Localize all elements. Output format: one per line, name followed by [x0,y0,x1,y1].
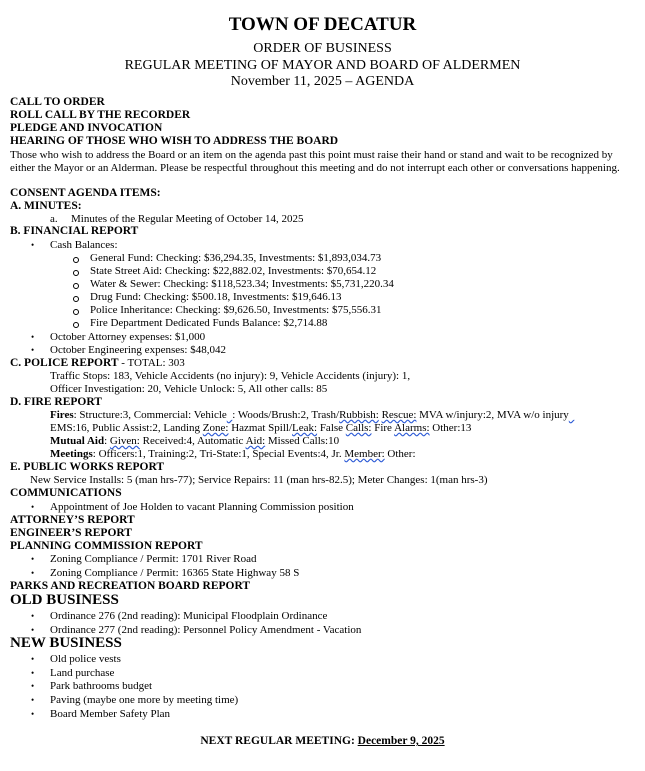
fires-label: Fires [50,409,74,421]
circle-bullet-icon [73,283,79,289]
attorney-report: ATTORNEY’S REPORT [10,514,135,526]
next-meeting-line [0,735,645,748]
bullet-icon: • [31,625,35,635]
bullet-icon: • [31,681,35,691]
bullet-icon: • [31,611,35,621]
pledge: PLEDGE AND INVOCATION [10,122,163,134]
old-business-item: Ordinance 277 (2nd reading): Personnel Policy Amendment - Vacation [50,624,362,636]
fires-text: : Structure:3, Commercial: Vehicle [73,409,227,421]
public-works-title: E. PUBLIC WORKS REPORT [10,461,165,473]
new-business-item: Land purchase [50,667,115,679]
engineering-expenses: October Engineering expenses: $48,042 [50,344,226,356]
balance-police-inheritance: Police Inheritance: Checking: $9,626.50, Investments: $75,556.31 [90,304,382,316]
hearing-title: HEARING OF THOSE WHO WISH TO ADDRESS THE BOARD [10,135,339,147]
meetings-label: Meetings [50,448,93,460]
communications-title: COMMUNICATIONS [10,487,122,499]
fires-leak: Leak: [292,422,318,434]
cash-balances-label: Cash Balances: [50,239,118,251]
bullet-icon: • [31,554,35,564]
balance-state-street-aid: State Street Aid: Checking: $22,882.02, Investments: $70,654.12 [90,265,377,277]
planning-item: Zoning Compliance / Permit: 1701 River Road [50,553,257,565]
circle-bullet-icon [73,322,79,328]
balance-fire-dept: Fire Department Dedicated Funds Balance: $2,714.88 [90,317,328,329]
fires-rubbish: Rubbish: [339,409,379,421]
fires-line-1 [50,409,574,422]
mutual-text: : [104,435,110,447]
bullet-icon: • [31,568,35,578]
mutual-given: Given: [109,435,140,447]
spell-mark [569,409,575,421]
roll-call: ROLL CALL BY THE RECORDER [10,109,191,121]
bullet-icon: • [31,709,35,719]
fires-line-2 [50,422,471,435]
bullet-icon: • [31,654,35,664]
circle-bullet-icon [73,257,79,263]
fires-text: Fire [371,422,395,434]
new-business-title: NEW BUSINESS [10,635,122,651]
minutes-title: A. MINUTES: [10,200,82,212]
financial-title: B. FINANCIAL REPORT [10,225,139,237]
fires-zone: Zone: [202,422,229,434]
fires-alarms: Alarms: [394,422,430,434]
police-title: C. POLICE REPORT [10,357,119,369]
next-meeting-label: NEXT REGULAR MEETING: [200,735,358,747]
fires-calls: Calls: [345,422,372,434]
call-to-order: CALL TO ORDER [10,96,105,108]
new-business-item: Old police vests [50,653,121,665]
planning-title: PLANNING COMMISSION REPORT [10,540,203,552]
hearing-text: Those who wish to address the Board or an item on the agenda past this point must raise their hand or stand and wait to be recognized by either the Mayor or an Alderman. Please be respectful throughout this meeting and do not interrupt each other or conversations happening. [10,149,620,174]
circle-bullet-icon [73,309,79,315]
minutes-item: Minutes of the Regular Meeting of October 14, 2025 [71,213,304,225]
next-meeting-date: December 9, 2025 [357,735,445,747]
police-total: - TOTAL: 303 [118,357,185,369]
town-title: TOWN OF DECATUR [228,14,417,35]
circle-bullet-icon [73,270,79,276]
public-works-text: New Service Installs: 5 (man hrs-77); Service Repairs: 11 (man hrs-82.5); Meter Changes: 1(man hrs-3) [30,474,488,486]
bullet-icon: • [31,695,35,705]
engineer-report: ENGINEER’S REPORT [10,527,132,539]
mutual-aid-line [50,435,339,448]
new-business-item: Park bathrooms budget [50,680,153,692]
order-of-business: ORDER OF BUSINESS [253,41,392,56]
old-business-item: Ordinance 276 (2nd reading): Municipal Floodplain Ordinance [50,610,328,622]
meetings-text: Other: [384,448,416,460]
police-title-line [10,357,185,370]
fires-text: EMS:16, Public Assist:2, Landing [50,422,203,434]
circle-bullet-icon [73,296,79,302]
bullet-icon: • [31,668,35,678]
meeting-title: REGULAR MEETING OF MAYOR AND BOARD OF ALDERMEN [124,58,521,73]
meeting-date: November 11, 2025 – AGENDA [230,74,415,89]
planning-item: Zoning Compliance / Permit: 16365 State Highway 58 S [50,567,300,579]
balance-general-fund: General Fund: Checking: $36,294.35, Investments: $1,893,034.73 [90,252,382,264]
meetings-member: Member: [344,448,385,460]
police-line-1: Traffic Stops: 183, Vehicle Accidents (no injury): 9, Vehicle Accidents (injury): 1, [50,370,411,382]
bullet-icon: • [31,332,35,342]
communications-item: Appointment of Joe Holden to vacant Planning Commission position [50,501,354,513]
new-business-item: Paving (maybe one more by meeting time) [50,694,239,706]
bullet-icon: • [31,240,35,250]
fires-text: False [317,422,346,434]
fires-text: Hazmat Spill/ [228,422,293,434]
balance-drug-fund: Drug Fund: Checking: $500.18, Investments: $19,646.13 [90,291,342,303]
mutual-text: Received:4, Automatic [139,435,246,447]
bullet-icon: • [31,345,35,355]
attorney-expenses: October Attorney expenses: $1,000 [50,331,206,343]
balance-water-sewer: Water & Sewer: Checking: $118,523.34; Investments: $5,731,220.34 [90,278,394,290]
meetings-text: : Officers:1, Training:2, Tri-State:1, Special Events:4, Jr. [92,448,345,460]
bullet-icon: • [31,502,35,512]
parks-title: PARKS AND RECREATION BOARD REPORT [10,580,251,592]
meetings-line [50,448,416,461]
consent-title: CONSENT AGENDA ITEMS: [10,187,161,199]
fires-rescue: Rescue: [381,409,417,421]
fires-text: MVA w/injury:2, MVA w/o injury [416,409,569,421]
mutual-aid-label: Mutual Aid [50,435,105,447]
minutes-marker: a. [50,213,58,225]
old-business-title: OLD BUSINESS [10,592,119,608]
fire-title: D. FIRE REPORT [10,396,102,408]
fires-text: : Woods/Brush:2, Trash/ [232,409,340,421]
mutual-text: Missed Calls:10 [265,435,340,447]
mutual-aid: Aid: [245,435,266,447]
new-business-item: Board Member Safety Plan [50,708,171,720]
police-line-2: Officer Investigation: 20, Vehicle Unlock: 5, All other calls: 85 [50,383,328,395]
fires-text: Other:13 [429,422,472,434]
